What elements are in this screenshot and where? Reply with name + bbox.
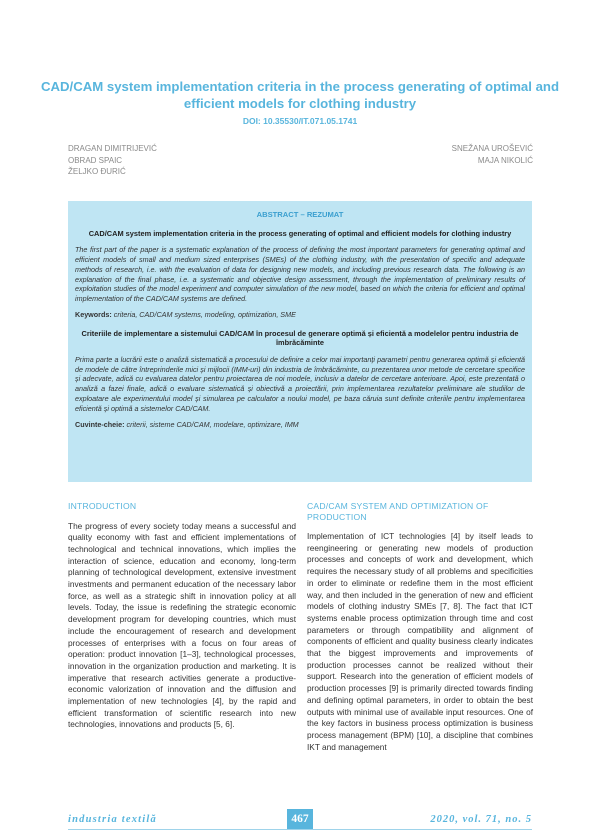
abstract-box bbox=[68, 201, 532, 482]
right-column bbox=[307, 497, 533, 753]
author-name: MAJA NIKOLIĆ bbox=[477, 155, 533, 165]
abstract-title-en: CAD/CAM system implementation criteria in the process generating of optimal and efficient models for clothing industry bbox=[88, 228, 512, 238]
abstract-text-en: The first part of the paper is a systematic explanation of the process of defining the most important parameters for generating optimal and efficient models of small and medium sized enterprises (SMEs) of the clothing industry, with the presentation of specific and adequate methods of research, i.e. with the evaluation of data for designing new models, and including previous research data. The following is an explanation of the final phase, i.e. a systematic and objective design assessment, through the implementation of preliminary results of exploitation studies of the model experiment and computer simulation of the new model, based on which the criteria for efficient and optimal implementation of the CAD/CAM systems are defined. bbox=[75, 245, 525, 304]
keywords-ro bbox=[75, 420, 525, 430]
body-paragraph: The progress of every society today means a successful and quality economy with fast and efficient implementations of technological and technical innovations, which implies the interaction of science, education and economy, long-term planning of technological development, extensive investment investments and permanent education of the necessary labor force, as well as a strategic shift in innovation policy at all levels. Today, the issue is redefining the strategic economic development program for developing countries, which must include the encouragement of research and development processes of enterprises with a focus on four areas of operation: product innovation [1–3], technological processes, innovation in the organization production and marketing. It is imperative that research activities generate a productive-economic valorization of innovation and the diffusion and implementation of new technologies [4], by the rapid and efficient transformation of scientific research into new technologies, innovations and products [5, 6]. bbox=[68, 520, 296, 730]
keywords-label: Keywords: bbox=[75, 310, 112, 320]
body-paragraph: Implementation of ICT technologies [4] by itself leads to reengineering or generating new models of production processes and concepts of work and development, which requires the necessary study of all problems and specificities in order to eliminate or redefine them in the most efficient way, and then included in the generation of new and efficient models of clothing industry SMEs [7, 8]. The fact that ICT systems enable process optimization through time and cost parameters or through compatibility and alignment of components of efficient and quality business clearly indicates that the biggest improvements and improvements of production processes cannot be realized without their support. Research into the generation of efficient models of production processes [9] is primarily directed towards finding and defining optimal parameters, in order to obtain the best outputs with minimal use of available input resources. One of the key factors in business process optimization is business process management (BPM) [10], a discipline that combines IKT and management bbox=[307, 531, 533, 752]
keywords-value: criteria, CAD/CAM systems, modeling, optimization, SME bbox=[113, 310, 296, 320]
authors-right bbox=[452, 143, 533, 166]
abstract-title-ro: Criteriile de implementare a sistemului CAD/CAM în procesul de generare optimă și eficientă a modelelor pentru industria de îmbrăcăminte bbox=[81, 328, 519, 348]
page-number: 467 bbox=[287, 809, 313, 829]
keywords-label: Cuvinte-cheie: bbox=[75, 419, 125, 429]
author-name: ŽELJKO ĐURIĆ bbox=[68, 167, 126, 176]
issue-info: 2020, vol. 71, no. 5 bbox=[430, 814, 532, 825]
author-name: SNEŽANA UROŠEVIĆ bbox=[451, 144, 533, 153]
keywords-value: criterii, sisteme CAD/CAM, modelare, optimizare, IMM bbox=[126, 419, 299, 429]
authors-left bbox=[68, 143, 157, 178]
author-name: OBRAD SPAIC bbox=[68, 155, 123, 165]
doi[interactable]: DOI: 10.35530/IT.071.05.1741 bbox=[242, 116, 358, 126]
abstract-heading: ABSTRACT – REZUMAT bbox=[256, 210, 344, 219]
footer-rule bbox=[68, 829, 532, 830]
left-column bbox=[68, 497, 296, 731]
section-heading: INTRODUCTION bbox=[68, 501, 137, 511]
section-heading: CAD/CAM SYSTEM AND OPTIMIZATION OF PRODUCTION bbox=[307, 501, 489, 522]
keywords-en bbox=[75, 310, 525, 320]
abstract-text-ro: Prima parte a lucrării este o analiză sistematică a procesului de definire a celor mai importanți parametri pentru generarea optimă și eficientă de modele de către întreprinderile mici și mijlocii (IMM-uri) din industria de îmbrăcăminte, cu prezentarea unor metode de cercetare specifice și adecvate, adică cu evaluarea datelor pentru proiectarea de noi modele, inclusiv a datelor de cercetare anterioare. Apoi, este prezentată o analiză a fazei finale, adică o evaluare sistematică și obiectivă a proiectării, prin implementarea rezultatelor preliminare ale studiilor de exploatare ale experimentului model și simularea pe calculator a noului model, pe baza căruia sunt definite criteriile pentru implementarea eficientă și optimă a sistemelor CAD/CAM. bbox=[75, 354, 525, 413]
author-name: DRAGAN DIMITRIJEVIĆ bbox=[68, 144, 157, 153]
journal-name: industria textilă bbox=[68, 814, 157, 825]
paper-title: CAD/CAM system implementation criteria in the process generating of optimal and efficient models for clothing industry bbox=[40, 79, 560, 111]
